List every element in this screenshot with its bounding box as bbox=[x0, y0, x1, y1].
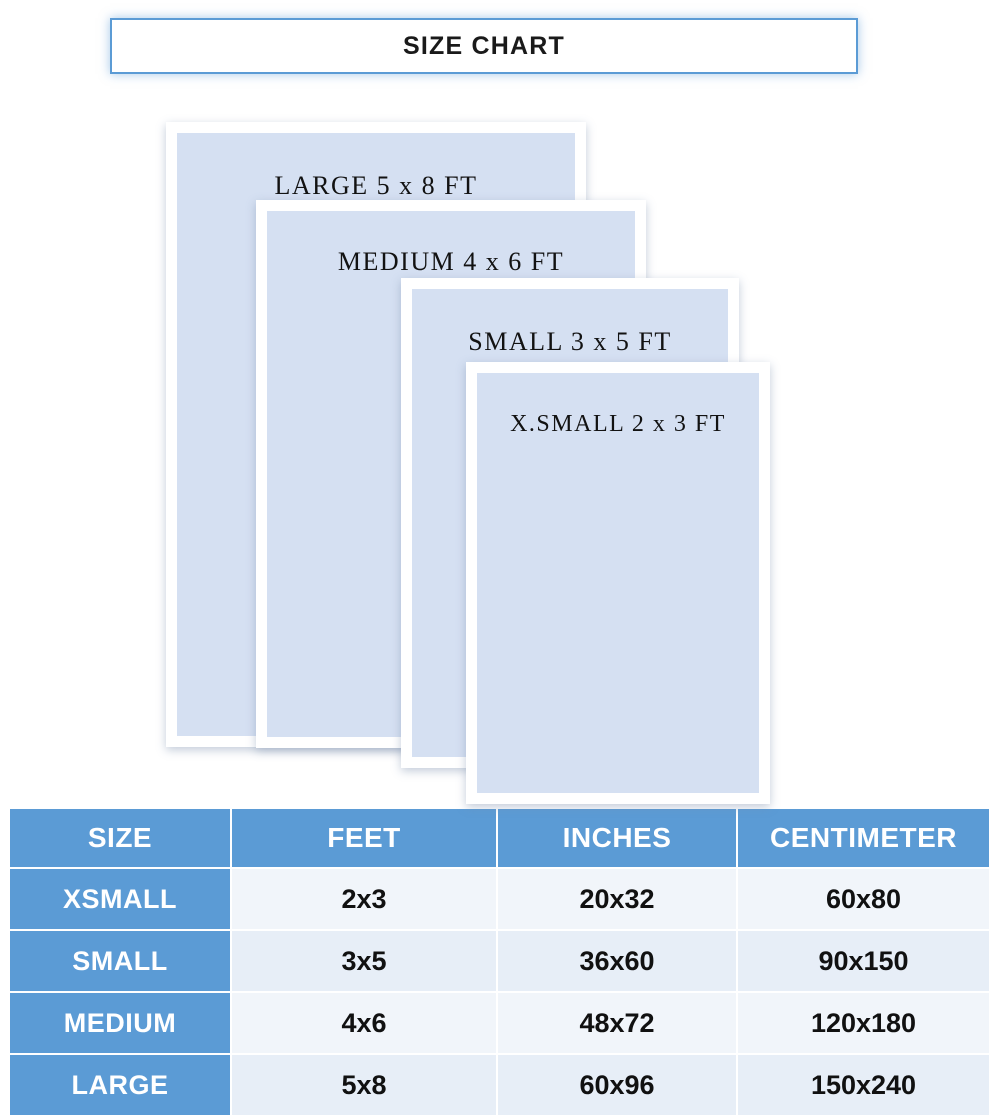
cell-inches-xsmall: 20x32 bbox=[497, 868, 737, 930]
size-panel-xsmall-label: X.SMALL 2 x 3 FT bbox=[510, 411, 726, 437]
cell-size-xsmall: XSMALL bbox=[9, 868, 231, 930]
size-panel-small-label: SMALL 3 x 5 FT bbox=[468, 327, 672, 356]
column-header-centimeter: CENTIMETER bbox=[737, 808, 990, 868]
cell-inches-medium: 48x72 bbox=[497, 992, 737, 1054]
cell-inches-large: 60x96 bbox=[497, 1054, 737, 1116]
size-conversion-table bbox=[8, 807, 991, 1117]
cell-centimeter-large: 150x240 bbox=[737, 1054, 990, 1116]
cell-centimeter-medium: 120x180 bbox=[737, 992, 990, 1054]
cell-feet-large: 5x8 bbox=[231, 1054, 497, 1116]
table-row bbox=[9, 1054, 990, 1116]
cell-feet-small: 3x5 bbox=[231, 930, 497, 992]
table-row bbox=[9, 930, 990, 992]
cell-size-large: LARGE bbox=[9, 1054, 231, 1116]
table-row bbox=[9, 868, 990, 930]
page-title: SIZE CHART bbox=[403, 31, 565, 60]
size-panel-large-label: LARGE 5 x 8 FT bbox=[274, 171, 478, 200]
table-row bbox=[9, 992, 990, 1054]
cell-size-small: SMALL bbox=[9, 930, 231, 992]
column-header-feet: FEET bbox=[231, 808, 497, 868]
cell-inches-small: 36x60 bbox=[497, 930, 737, 992]
cell-centimeter-xsmall: 60x80 bbox=[737, 868, 990, 930]
table-header-row bbox=[9, 808, 990, 868]
cell-size-medium: MEDIUM bbox=[9, 992, 231, 1054]
cell-centimeter-small: 90x150 bbox=[737, 930, 990, 992]
size-chart-title-box bbox=[110, 18, 858, 74]
size-panel-medium-label: MEDIUM 4 x 6 FT bbox=[337, 247, 565, 276]
cell-feet-xsmall: 2x3 bbox=[231, 868, 497, 930]
cell-feet-medium: 4x6 bbox=[231, 992, 497, 1054]
column-header-inches: INCHES bbox=[497, 808, 737, 868]
size-panel-xsmall bbox=[466, 362, 770, 804]
column-header-size: SIZE bbox=[9, 808, 231, 868]
